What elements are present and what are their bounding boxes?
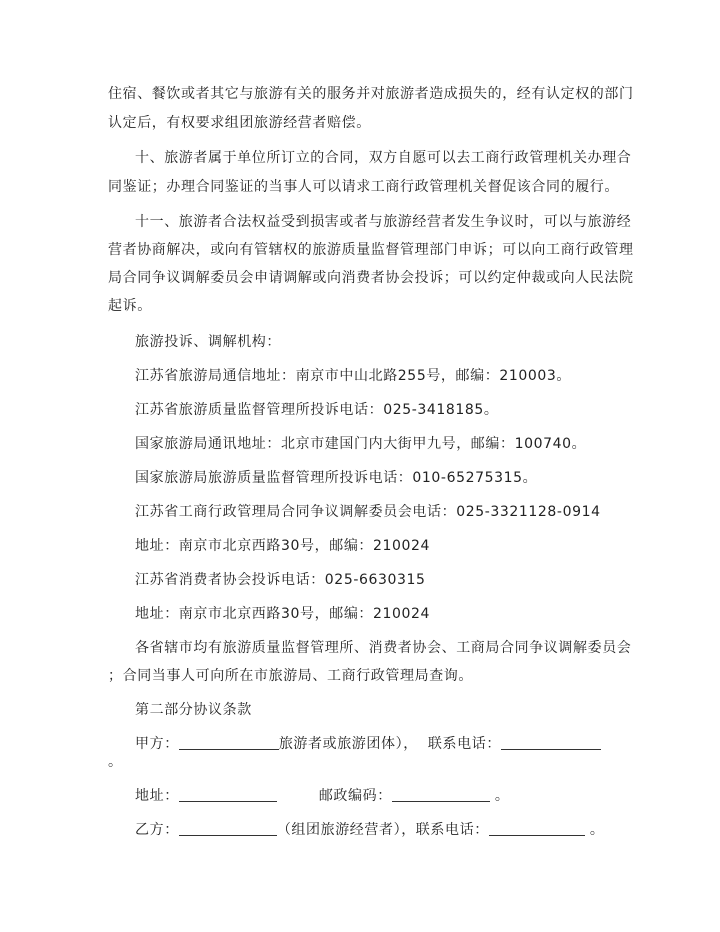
para4-line1: 各省辖市均有旅游质量监督管理所、消费者协会、工商局合同争议调解委员会: [135, 640, 632, 656]
party-b-end: 。: [589, 822, 605, 838]
party-b-row: [135, 820, 604, 840]
party-a-label: 甲方：: [135, 736, 179, 752]
contact-line: 江苏省工商行政管理局合同争议调解委员会电话：025-3321128-0914: [135, 504, 601, 520]
postal-label: 邮政编码：: [318, 788, 392, 804]
party-b-phone-blank[interactable]: [489, 821, 585, 836]
contact-line: 江苏省旅游局通信地址：南京市中山北路255号，邮编：210003。: [135, 368, 571, 384]
contact-line: 国家旅游局通讯地址：北京市建国门内大街甲九号，邮编：100740。: [135, 436, 587, 452]
contact-line: 江苏省消费者协会投诉电话：025-6630315: [135, 572, 426, 588]
party-b-note: （组团旅游经营者），联系电话：: [276, 822, 489, 838]
address-label: 地址：: [135, 788, 179, 804]
contact-line: 国家旅游局旅游质量监督管理所投诉电话：010-65275315。: [135, 470, 538, 486]
address-end: 。: [494, 788, 510, 804]
party-b-label: 乙方：: [135, 822, 179, 838]
party-a-phone-label: 联系电话：: [427, 736, 501, 752]
party-b-name-blank[interactable]: [179, 821, 277, 836]
party-a-note: 旅游者或旅游团体），: [278, 736, 418, 752]
para3-line1: 十一、旅游者合法权益受到损害或者与旅游经营者发生争议时，可以与旅游经: [135, 214, 632, 230]
contact-line: 地址：南京市北京西路30号，邮编：210024: [135, 538, 431, 554]
para1-line1: 住宿、餐饮或者其它与旅游有关的服务并对旅游者造成损失的，经有认定权的部门: [108, 86, 634, 102]
para3-line3: 局合同争议调解委员会申请调解或向消费者协会投诉；可以约定仲裁或向人民法院: [108, 270, 634, 286]
party-a-end: 。: [108, 754, 123, 770]
para4-line2: ；合同当事人可向所在市旅游局、工商行政管理局查询。: [108, 668, 473, 684]
para2-line2: 同鉴证；办理合同鉴证的当事人可以请求工商行政管理机关督促该合同的履行。: [108, 179, 619, 195]
contact-line: 江苏省旅游质量监督管理所投诉电话：025-3418185。: [135, 402, 499, 418]
address-row: [135, 786, 509, 806]
contact-line: 地址：南京市北京西路30号，邮编：210024: [135, 606, 431, 622]
para1-line2: 认定后，有权要求组团旅游经营者赔偿。: [108, 115, 371, 131]
party-a-name-blank[interactable]: [179, 735, 279, 750]
para3-line2: 营者协商解决，或向有管辖权的旅游质量监督管理部门申诉；可以向工商行政管理: [108, 242, 634, 258]
part2-heading: 第二部分协议条款: [135, 702, 252, 718]
party-a-phone-blank[interactable]: [501, 735, 601, 750]
address-blank[interactable]: [179, 787, 277, 802]
para2-line1: 十、旅游者属于单位所订立的合同，双方自愿可以去工商行政管理机关办理合: [135, 150, 632, 166]
postal-blank[interactable]: [392, 787, 490, 802]
party-a-row: [135, 734, 601, 754]
complaints-heading: 旅游投诉、调解机构：: [135, 334, 281, 350]
para3-line4: 起诉。: [108, 298, 152, 314]
